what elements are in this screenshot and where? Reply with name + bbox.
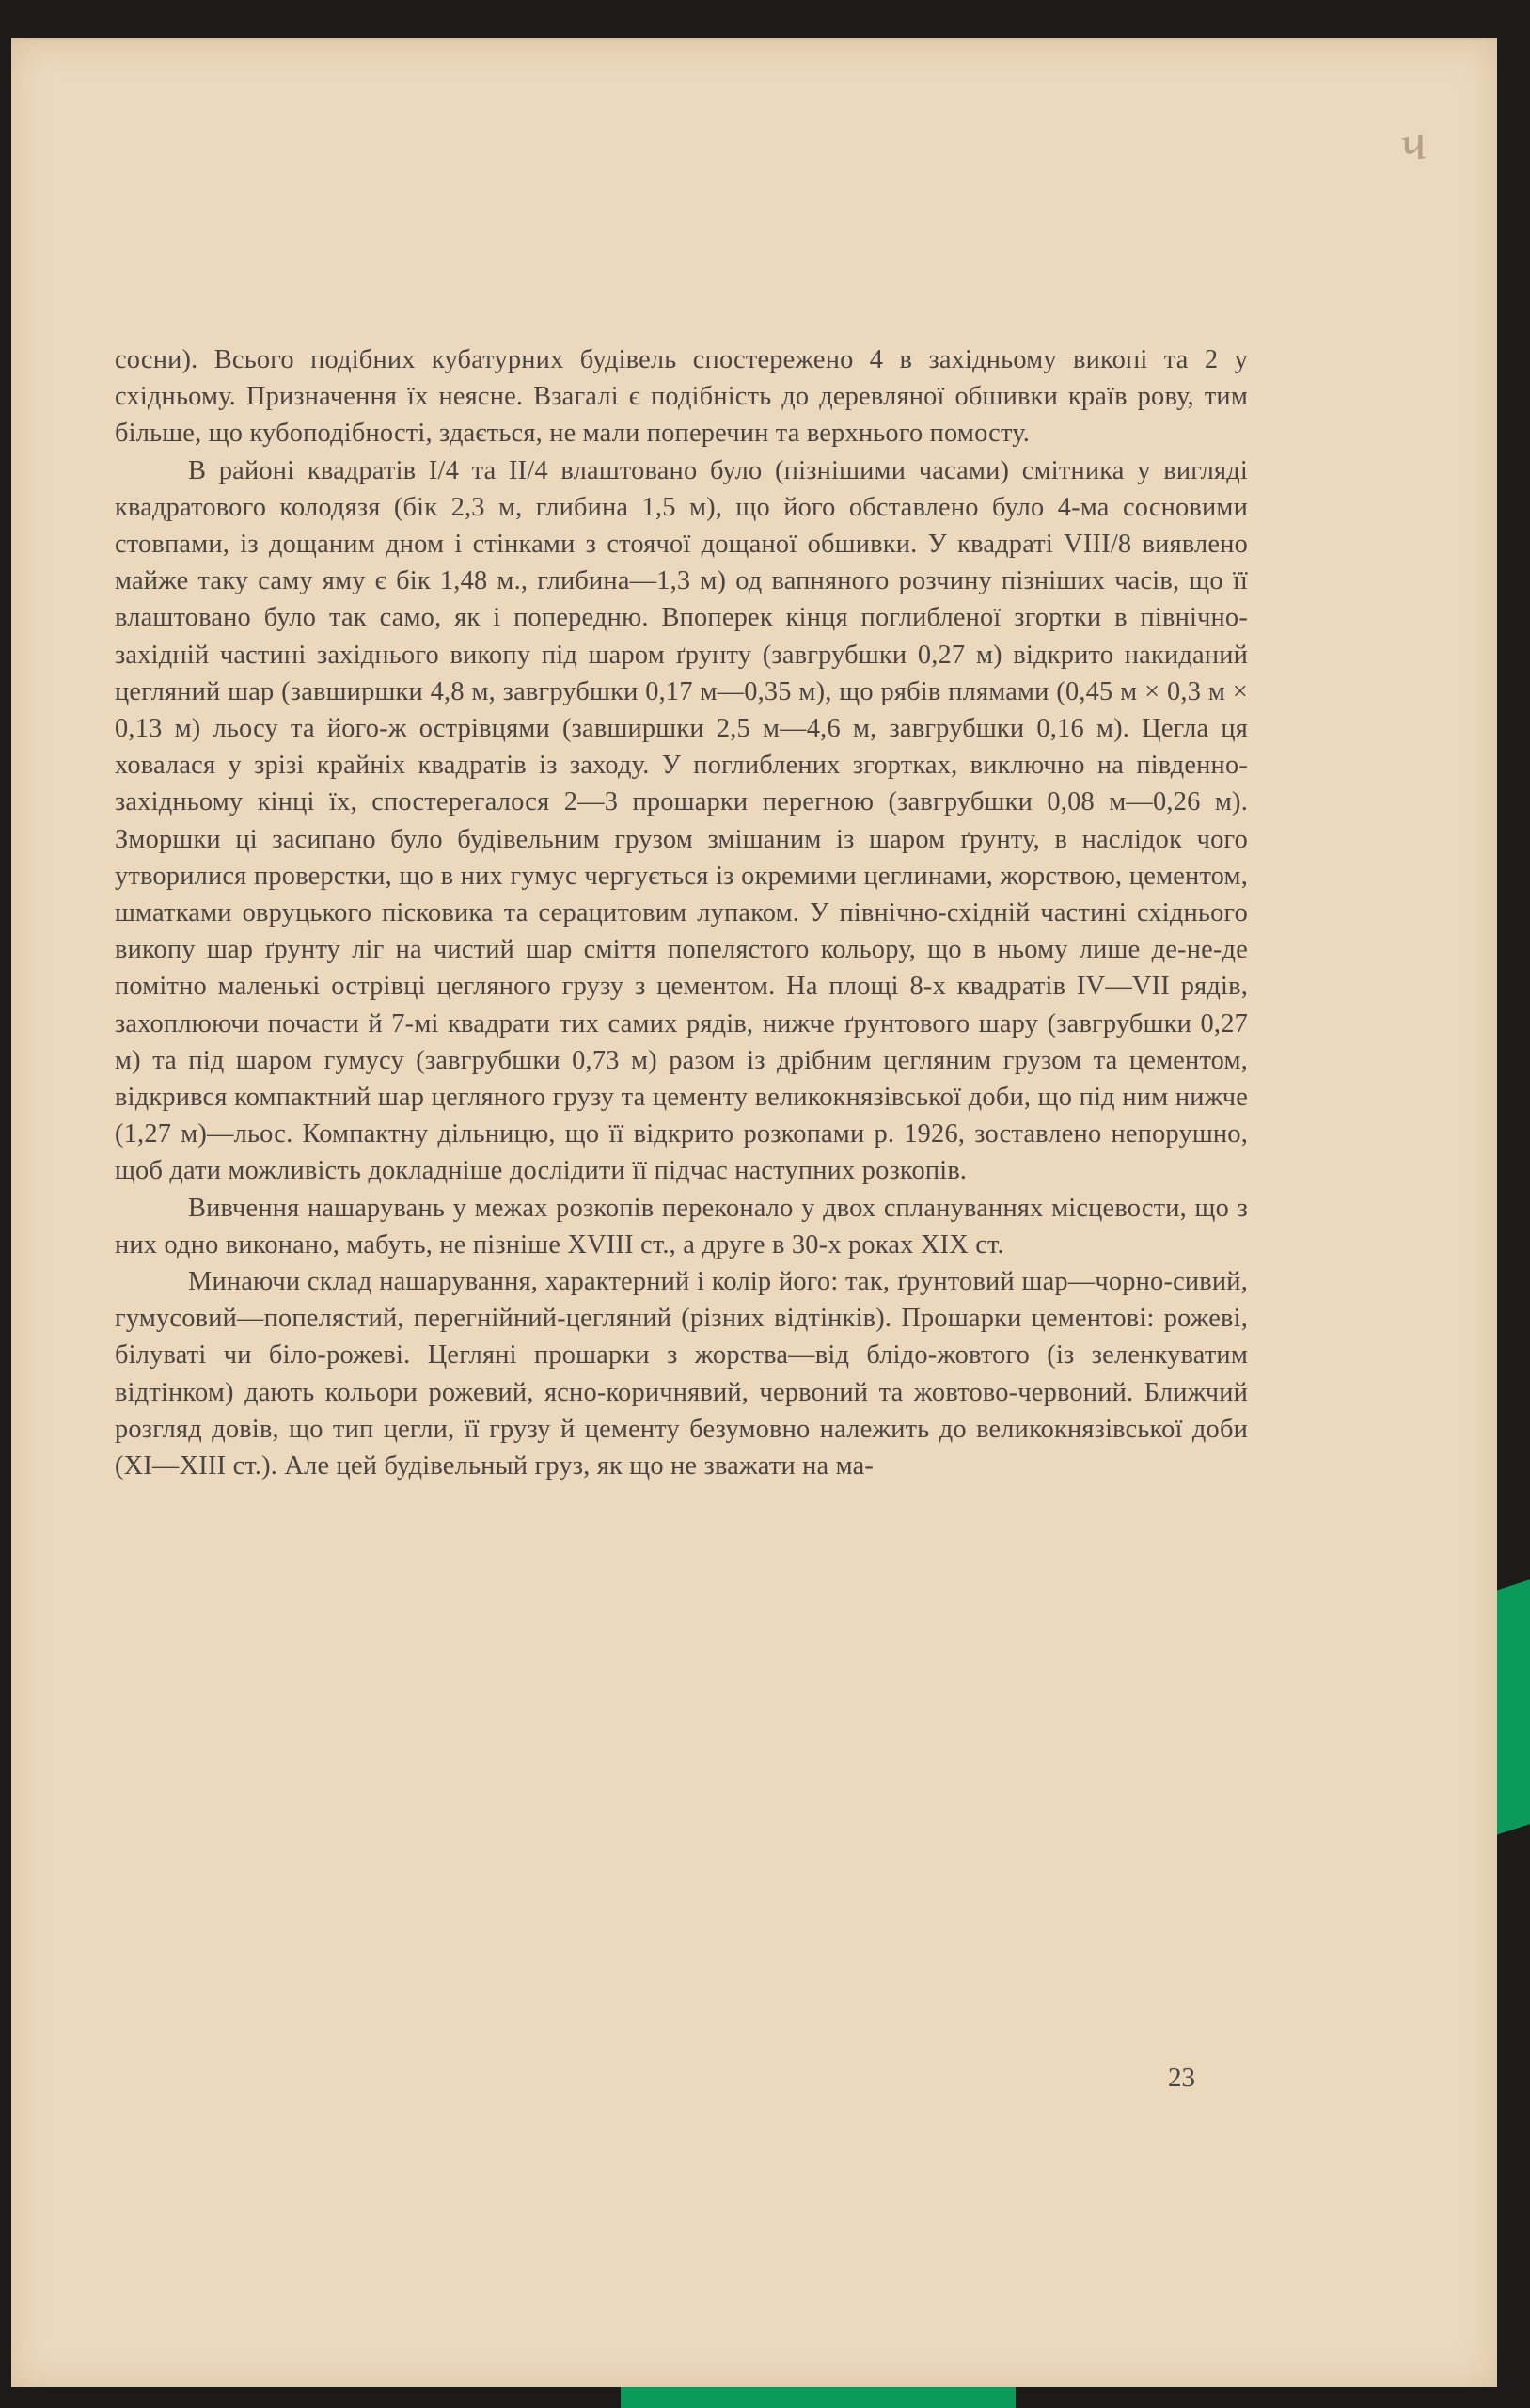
paragraph-2: В районі квадратів І/4 та ІІ/4 влаштовано було (пізнішими часами) смітника у вигляді квадратового колодязя (бік 2,3 м, глибина 1,5 м), що його обставлено було 4-ма сосновими стовпами, із дощаним дном і стінками з стоячої дощаної обшивки. У квадраті VIII/8 виявлено майже таку саму яму є бік 1,48 м., глибина—1,3 м) од вапняного розчину пізніших часів, що її влаштовано було так само, як і попередню. Впоперек кінця поглибленої згортки в північно-західній частині західнього викопу під шаром ґрунту (завгрубшки 0,27 м) відкрито накиданий цегляний шар (завширшки 4,8 м, завгрубшки 0,17 м—0,35 м), що рябів плямами (0,45 м × 0,3 м × 0,13 м) льосу та його-ж острівцями (завширшки 2,5 м—4,6 м, завгрубшки 0,16 м). Цегла ця ховалася у зрізі крайніх квадратів із заходу. У поглиблених згортках, виключно на південно-західньому кінці їх, спостерегалося 2—3 прошарки перегною (завгрубшки 0,08 м—0,26 м). Зморшки ці засипано було будівельним грузом змішаним із шаром ґрунту, в наслідок чого утворилися проверстки, що в них гумус чергується із окремими цеглинами, жорствою, цементом, шматками овруцького пісковика та серацитовим лупаком. У північно-східній частині східнього викопу шар ґрунту ліг на чистий шар сміття попелястого кольору, що в ньому лише де-не-де помітно маленькі острівці цегляного грузу з цементом. На площі 8-х квадратів IV—VII рядів, захоплюючи почасти й 7-мі квадрати тих самих рядів, нижче ґрунтового шару (завгрубшки 0,27 м) та під шаром гумусу (завгрубшки 0,73 м) разом із дрібним цегляним грузом та цементом, відкрився компактний шар цегляного грузу та цементу великокнязівської доби, що під ним нижче (1,27 м)—льос. Компактну дільницю, що її відкрито розкопами р. 1926, зоставлено непорушно, щоб дати можливість докладніше дослідити її підчас наступних розкопів. xyxy=(115,455,1248,1186)
paragraph-1: сосни). Всього подібних кубатурних будівель спостережено 4 в західньому викопі та 2 у східньому. Призначення їх неясне. Взагалі є подібність до деревляної обшивки країв рову, тим більше, що кубоподібності, здається, не мали поперечин та верхнього помосту. xyxy=(115,345,1248,449)
page-number: 23 xyxy=(1168,2063,1195,2093)
paragraph-4: Минаючи склад нашарування, характерний і колір його: так, ґрунтовий шар—чорно-сивий, гумусовий—попелястий, перегнійний-цегляний (різних відтінків). Прошарки цементові: рожеві, білуваті чи біло-рожеві. Цегляні прошарки з жорства—від блідо-жовтого (із зеленкуватим відтінком) дають кольори рожевий, ясно-коричнявий, червоний та жовтово-червоний. Ближчий розгляд довів, що тип цегли, її грузу й цементу безумовно належить до великокнязівської доби (XI—XIII ст.). Але цей будівельный груз, як що не зважати на ма- xyxy=(115,1267,1248,1481)
paragraph-3: Вивчення нашарувань у межах розкопів переконало у двох сплануваннях місцевости, що з них одно виконано, мабуть, не пізніше XVIII ст., а друге в 30-х роках XIX ст. xyxy=(115,1193,1248,1259)
document-page xyxy=(11,38,1497,2387)
handwritten-margin-note: ч xyxy=(1396,113,1430,173)
body-text xyxy=(115,341,1248,1484)
